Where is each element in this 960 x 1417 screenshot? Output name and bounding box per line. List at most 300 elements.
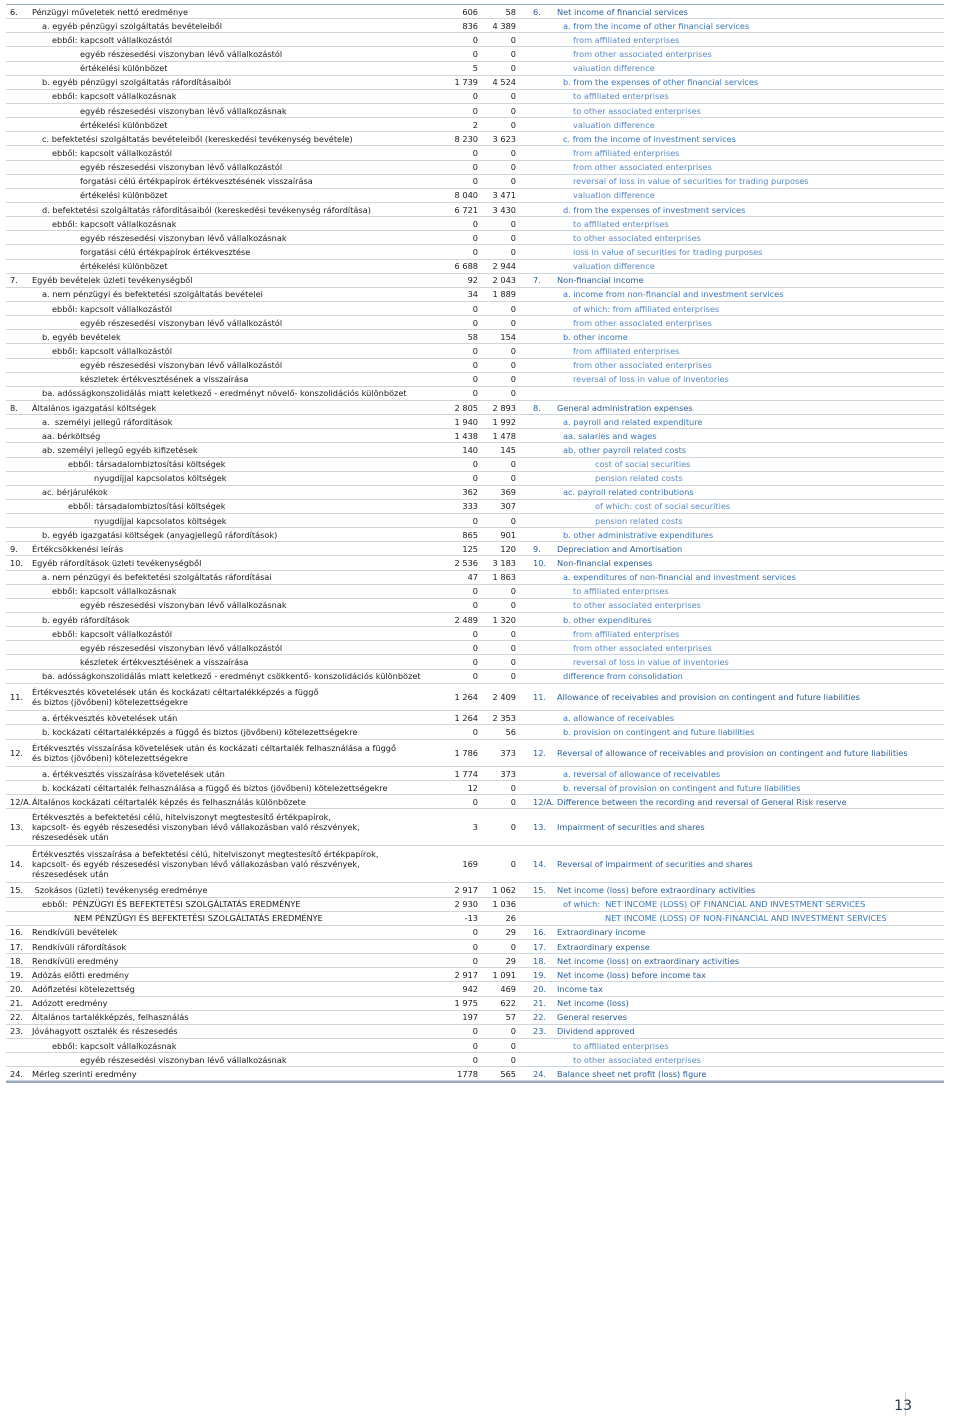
table-row: [6, 795, 944, 809]
page-number: 13: [894, 1398, 912, 1414]
value-previous-year: 0: [472, 726, 478, 737]
table-row: [6, 373, 944, 387]
row-label-hu: ab. személyi jellegű egyéb kifizetések: [42, 444, 198, 455]
row-label-hu: Értékvesztés a befektetési célú, hitelviszonyt megtestesítő értékpapírok, kapcsolt- és egyéb részesedési viszonyban lévő vállakozásban való részvények, részesedések után: [32, 812, 360, 843]
value-current-year: 0: [510, 246, 516, 257]
table-row: [6, 954, 944, 968]
table-row: [6, 344, 944, 358]
value-previous-year: 6 721: [454, 204, 478, 215]
row-number-en: 23.: [533, 1026, 547, 1037]
row-number-en: 17.: [533, 941, 547, 952]
row-number-hu: [10, 344, 38, 357]
value-previous-year: 197: [462, 1012, 478, 1023]
table-row: [6, 90, 944, 104]
value-previous-year: -13: [464, 913, 478, 924]
row-number-hu: [10, 217, 38, 230]
row-label-en: reversal of loss in value of inventories: [573, 374, 729, 385]
row-label-en: of which: NET INCOME (LOSS) OF FINANCIAL AND INVESTMENT SERVICES: [563, 899, 866, 910]
value-previous-year: 0: [472, 147, 478, 158]
row-number-hu: [10, 767, 38, 780]
value-previous-year: 0: [472, 473, 478, 484]
value-previous-year: 0: [472, 374, 478, 385]
row-number-en: [533, 47, 567, 60]
row-label-en: valuation difference: [573, 261, 655, 272]
row-label-hu: készletek értékvesztésének a visszaírása: [80, 657, 249, 668]
row-label-en: Net income (loss) before extraordinary activities: [557, 885, 756, 896]
row-label-hu: Értékvesztés követelések után és kockázati céltartalékképzés a függő és biztos (jövőbeni) kötelezettségekre: [32, 687, 319, 707]
value-previous-year: 1 774: [454, 768, 478, 779]
value-previous-year: 34: [467, 289, 478, 300]
row-label-hu: Rendkívüli eredmény: [32, 955, 119, 966]
row-number-en: [533, 725, 567, 738]
row-label-en: a. reversal of allowance of receivables: [563, 768, 721, 779]
row-label-en: a. from the income of other financial services: [563, 20, 750, 31]
value-current-year: 2 353: [492, 712, 516, 723]
row-number-hu: [10, 443, 38, 456]
row-label-hu: értékelési különbözet: [80, 190, 168, 201]
value-current-year: 0: [510, 459, 516, 470]
table-row: [6, 146, 944, 160]
row-label-en: a. income from non-financial and investment services: [563, 289, 784, 300]
table-row: [6, 443, 944, 457]
row-label-hu: értékelési különbözet: [80, 63, 168, 74]
row-number-en: [533, 288, 567, 301]
row-label-hu: NEM PÉNZÜGYI ÉS BEFEKTETÉSI SZOLGÁLTATÁS EREDMÉNYE: [74, 913, 323, 924]
row-number-en: [533, 118, 567, 131]
row-number-en: [533, 373, 567, 386]
row-label-en: Net income of financial services: [557, 6, 688, 17]
row-number-en: [533, 62, 567, 75]
table-row: [6, 387, 944, 401]
table-row: [6, 898, 944, 912]
value-previous-year: 1 786: [454, 747, 478, 758]
value-previous-year: 0: [472, 162, 478, 173]
row-number-en: [533, 33, 567, 46]
value-current-year: 1 889: [492, 289, 516, 300]
row-label-en: to other associated enterprises: [573, 105, 701, 116]
table-row: [6, 203, 944, 217]
value-current-year: 1 091: [492, 969, 516, 980]
row-number-hu: 12.: [10, 747, 24, 758]
table-row: [6, 175, 944, 189]
row-number-hu: [10, 231, 38, 244]
row-number-en: [533, 711, 567, 724]
table-row: [6, 528, 944, 542]
row-label-hu: Adófizetési kötelezettség: [32, 984, 135, 994]
row-label-en: [563, 387, 953, 400]
value-previous-year: 58: [467, 331, 478, 342]
row-label-en: to affiliated enterprises: [573, 586, 669, 597]
row-number-en: [533, 260, 567, 273]
row-number-en: [533, 330, 567, 343]
row-number-hu: 17.: [10, 941, 24, 952]
row-number-en: [533, 316, 567, 329]
value-current-year: 0: [510, 218, 516, 229]
value-current-year: 2 944: [492, 261, 516, 272]
row-number-hu: 22.: [10, 1012, 24, 1023]
value-current-year: 469: [500, 984, 516, 994]
row-number-en: [533, 458, 567, 471]
row-label-hu: Egyéb bevételek üzleti tevékenységből: [32, 275, 193, 286]
row-label-hu: ebből: kapcsolt vállalkozásnak: [52, 218, 177, 229]
table-row: [6, 725, 944, 739]
value-previous-year: 1 264: [454, 712, 478, 723]
value-current-year: 4 389: [492, 20, 516, 31]
table-row: [6, 883, 944, 897]
row-label-en: from other associated enterprises: [573, 48, 712, 59]
row-number-hu: [10, 260, 38, 273]
table-row: [6, 132, 944, 146]
row-label-en: from affiliated enterprises: [573, 345, 680, 356]
value-current-year: 0: [510, 34, 516, 45]
value-current-year: 0: [510, 586, 516, 597]
row-number-hu: [10, 62, 38, 75]
value-previous-year: 2 805: [454, 402, 478, 413]
row-label-en: Balance sheet net profit (loss) figure: [557, 1068, 707, 1079]
row-label-en: d. from the expenses of investment services: [563, 204, 746, 215]
row-label-en: b. from the expenses of other financial services: [563, 77, 759, 88]
row-number-hu: 14.: [10, 859, 24, 870]
table-row: [6, 1067, 944, 1081]
value-current-year: 0: [510, 388, 516, 399]
value-current-year: 0: [510, 232, 516, 243]
value-current-year: 0: [510, 671, 516, 682]
value-previous-year: 8 230: [454, 133, 478, 144]
row-number-en: [533, 245, 567, 258]
row-label-en: to other associated enterprises: [573, 600, 701, 611]
row-number-hu: [10, 359, 38, 372]
value-current-year: 0: [510, 147, 516, 158]
row-label-en: cost of social securities: [595, 459, 691, 470]
value-previous-year: 0: [472, 345, 478, 356]
value-previous-year: 12: [467, 782, 478, 793]
row-number-en: 18.: [533, 955, 547, 966]
row-label-hu: a. nem pénzügyi és befektetési szolgáltatás ráfordításai: [42, 572, 272, 583]
table-row: [6, 458, 944, 472]
row-number-hu: [10, 429, 38, 442]
row-label-en: Difference between the recording and reversal of General Risk reserve: [557, 796, 847, 807]
row-label-en: a. allowance of receivables: [563, 712, 675, 723]
income-statement-table: [6, 4, 944, 1083]
value-previous-year: 1 975: [454, 998, 478, 1009]
table-row: [6, 415, 944, 429]
row-label-hu: Értékcsökkenési leírás: [32, 543, 124, 554]
row-label-en: of which: from affiliated enterprises: [573, 303, 720, 314]
row-label-hu: a. értékvesztés visszaírása követelések után: [42, 768, 225, 779]
row-number-en: [533, 585, 567, 598]
table-row: [6, 912, 944, 926]
row-label-hu: Adózott eredmény: [32, 998, 108, 1009]
value-current-year: 154: [500, 331, 516, 342]
value-previous-year: 47: [467, 572, 478, 583]
row-label-hu: nyugdíjjal kapcsolatos költségek: [94, 515, 227, 526]
row-label-hu: ebből: kapcsolt vállalkozástól: [52, 345, 172, 356]
row-label-hu: ebből: kapcsolt vállalkozástól: [52, 628, 172, 639]
row-number-hu: [10, 599, 38, 612]
row-label-en: from affiliated enterprises: [573, 628, 680, 639]
row-label-hu: aa. bérköltség: [42, 430, 101, 441]
row-label-hu: a. értékvesztés követelések után: [42, 712, 178, 723]
row-label-hu: b. kockázati céltartalék felhasználása a függő és biztos (jövőbeni) kötelezettségekre: [42, 782, 388, 793]
row-number-en: [533, 1053, 567, 1066]
table-row: [6, 585, 944, 599]
row-number-hu: [10, 571, 38, 584]
value-current-year: 369: [500, 487, 516, 498]
table-row: [6, 571, 944, 585]
table-row: [6, 33, 944, 47]
row-number-hu: [10, 500, 38, 513]
value-previous-year: 2 917: [454, 969, 478, 980]
row-number-hu: [10, 288, 38, 301]
value-previous-year: 0: [472, 941, 478, 952]
row-label-en: from other associated enterprises: [573, 317, 712, 328]
value-previous-year: 0: [472, 34, 478, 45]
table-row: [6, 982, 944, 996]
row-label-en: ac. payroll related contributions: [563, 487, 694, 498]
row-label-hu: egyéb részesedési viszonyban lévő vállalkozástól: [80, 48, 283, 59]
row-label-hu: ac. bérjárulékok: [42, 487, 108, 498]
value-current-year: 0: [510, 782, 516, 793]
row-number-hu: [10, 47, 38, 60]
table-row: [6, 316, 944, 330]
table-row: [6, 542, 944, 556]
value-previous-year: 1 940: [454, 416, 478, 427]
row-number-hu: 8.: [10, 402, 18, 413]
row-number-hu: [10, 472, 38, 485]
value-previous-year: 0: [472, 1040, 478, 1051]
row-label-en: Non-financial income: [557, 275, 644, 286]
row-number-en: [533, 231, 567, 244]
row-number-en: [533, 344, 567, 357]
row-label-en: from affiliated enterprises: [573, 34, 680, 45]
row-number-hu: [10, 387, 38, 400]
value-previous-year: 0: [472, 1054, 478, 1065]
row-label-hu: a. személyi jellegű ráfordítások: [42, 416, 173, 427]
row-label-en: to affiliated enterprises: [573, 91, 669, 102]
value-previous-year: 92: [467, 275, 478, 286]
value-current-year: 0: [510, 657, 516, 668]
value-previous-year: 1 264: [454, 692, 478, 702]
table-row: [6, 486, 944, 500]
row-number-hu: [10, 1053, 38, 1066]
row-number-hu: 19.: [10, 969, 24, 980]
value-current-year: 0: [510, 859, 516, 870]
row-label-en: b. reversal of provision on contingent and future liabilities: [563, 782, 801, 793]
table-row: [6, 104, 944, 118]
value-previous-year: 865: [462, 529, 478, 540]
value-previous-year: 0: [472, 586, 478, 597]
row-number-hu: [10, 1039, 38, 1052]
row-label-hu: b. egyéb pénzügyi szolgáltatás ráfordításaiból: [42, 77, 232, 88]
value-current-year: 3 623: [492, 133, 516, 144]
table-row: [6, 401, 944, 415]
row-label-en: Depreciation and Amortisation: [557, 543, 683, 554]
row-label-en: reversal of loss in value of inventories: [573, 657, 729, 668]
row-label-hu: értékelési különbözet: [80, 119, 168, 130]
row-label-en: reversal of loss in value of securities for trading purposes: [573, 176, 809, 187]
row-number-en: 11.: [533, 692, 547, 702]
table-row: [6, 926, 944, 940]
table-row: [6, 809, 944, 846]
value-previous-year: 0: [472, 232, 478, 243]
row-label-hu: Általános igazgatási költségek: [32, 402, 157, 413]
value-previous-year: 0: [472, 628, 478, 639]
table-row: [6, 245, 944, 259]
table-row: [6, 940, 944, 954]
value-previous-year: 0: [472, 91, 478, 102]
value-current-year: 0: [510, 176, 516, 187]
table-row: [6, 641, 944, 655]
value-current-year: 0: [510, 600, 516, 611]
table-row: [6, 613, 944, 627]
row-label-hu: ba. adósságkonszolidálás miatt keletkező - eredményt növelő- konszolidációs különbözet: [42, 388, 407, 399]
value-current-year: 29: [505, 955, 516, 966]
value-current-year: 56: [505, 726, 516, 737]
table-row: [6, 556, 944, 570]
row-label-hu: d. befektetési szolgáltatás ráfordításaiból (kereskedési tevékenység ráfordítása): [42, 204, 371, 215]
row-number-hu: [10, 316, 38, 329]
value-previous-year: 0: [472, 459, 478, 470]
value-current-year: 0: [510, 105, 516, 116]
row-label-hu: Mérleg szerinti eredmény: [32, 1068, 137, 1079]
row-number-hu: [10, 514, 38, 527]
row-number-hu: [10, 528, 38, 541]
row-number-en: [533, 670, 567, 683]
row-number-en: [533, 472, 567, 485]
row-label-hu: ebből: társadalombiztosítási költségek: [68, 459, 226, 470]
row-label-en: b. other income: [563, 331, 628, 342]
row-label-hu: Egyéb ráfordítások üzleti tevékenységből: [32, 558, 202, 569]
row-number-en: [533, 599, 567, 612]
row-number-en: [533, 189, 567, 202]
row-label-hu: egyéb részesedési viszonyban lévő vállalkozástól: [80, 642, 283, 653]
value-previous-year: 0: [472, 303, 478, 314]
table-row: [6, 514, 944, 528]
table-row: [6, 274, 944, 288]
row-number-en: [533, 76, 567, 89]
row-label-hu: ebből: PÉNZÜGYI ÉS BEFEKTETÉSI SZOLGÁLTATÁS EREDMÉNYE: [42, 899, 301, 910]
table-row: [6, 500, 944, 514]
table-row: [6, 217, 944, 231]
row-number-hu: [10, 33, 38, 46]
value-previous-year: 0: [472, 671, 478, 682]
table-row: [6, 599, 944, 613]
value-previous-year: 2: [472, 119, 478, 130]
table-row: [6, 429, 944, 443]
row-label-en: valuation difference: [573, 63, 655, 74]
value-previous-year: 0: [472, 176, 478, 187]
table-row: [6, 711, 944, 725]
value-current-year: 0: [510, 941, 516, 952]
row-number-hu: 7.: [10, 275, 18, 286]
value-current-year: 373: [500, 747, 516, 758]
row-label-hu: egyéb részesedési viszonyban lévő vállalkozástól: [80, 360, 283, 371]
table-row: [6, 997, 944, 1011]
row-number-hu: [10, 373, 38, 386]
value-current-year: 1 992: [492, 416, 516, 427]
row-number-hu: [10, 189, 38, 202]
value-current-year: 2 043: [492, 275, 516, 286]
row-number-en: 16.: [533, 927, 547, 938]
value-previous-year: 2 917: [454, 885, 478, 896]
value-current-year: 0: [510, 119, 516, 130]
value-current-year: 0: [510, 360, 516, 371]
value-previous-year: 1 739: [454, 77, 478, 88]
value-current-year: 0: [510, 822, 516, 833]
value-previous-year: 169: [462, 859, 478, 870]
row-number-hu: [10, 161, 38, 174]
row-label-en: Extraordinary expense: [557, 941, 650, 952]
value-previous-year: 0: [472, 796, 478, 807]
row-label-hu: a. nem pénzügyi és befektetési szolgáltatás bevételei: [42, 289, 263, 300]
row-number-hu: [10, 175, 38, 188]
row-number-hu: [10, 203, 38, 216]
row-number-en: [533, 613, 567, 626]
row-label-hu: Jóváhagyott osztalék és részesedés: [32, 1026, 178, 1037]
row-number-en: [533, 203, 567, 216]
value-previous-year: 0: [472, 955, 478, 966]
row-label-hu: b. kockázati céltartalékképzés a függő és biztos (jövőbeni) kötelezettségekre: [42, 726, 358, 737]
row-number-hu: [10, 641, 38, 654]
table-row: [6, 1011, 944, 1025]
row-number-hu: 13.: [10, 822, 24, 833]
row-number-en: [533, 429, 567, 442]
row-label-en: Net income (loss) before income tax: [557, 969, 706, 980]
row-number-hu: [10, 132, 38, 145]
value-current-year: 0: [510, 642, 516, 653]
row-label-en: loss in value of securities for trading purposes: [573, 246, 763, 257]
row-number-en: [533, 781, 567, 794]
row-label-en: c. from the income of investment services: [563, 133, 736, 144]
row-number-en: 12/A.: [533, 796, 555, 807]
row-number-hu: 15.: [10, 885, 24, 896]
row-number-hu: [10, 146, 38, 159]
row-number-en: [533, 514, 567, 527]
value-current-year: 901: [500, 529, 516, 540]
row-label-hu: egyéb részesedési viszonyban lévő vállalkozásnak: [80, 1054, 287, 1065]
row-label-hu: Rendkívüli bevételek: [32, 927, 118, 938]
row-label-hu: Adózás előtti eredmény: [32, 969, 129, 980]
table-row: [6, 846, 944, 883]
row-number-en: [533, 655, 567, 668]
row-number-en: 12.: [533, 747, 547, 758]
value-current-year: 3 430: [492, 204, 516, 215]
row-number-en: 24.: [533, 1068, 547, 1079]
row-number-en: 22.: [533, 1012, 547, 1023]
value-current-year: 0: [510, 303, 516, 314]
row-label-en: ab. other payroll related costs: [563, 444, 687, 455]
value-previous-year: 2 489: [454, 614, 478, 625]
table-row: [6, 5, 944, 19]
row-label-en: b. other administrative expenditures: [563, 529, 714, 540]
row-label-en: to other associated enterprises: [573, 232, 701, 243]
row-number-en: 7.: [533, 275, 541, 286]
table-row: [6, 189, 944, 203]
row-label-en: a. payroll and related expenditure: [563, 416, 703, 427]
row-label-hu: c. befektetési szolgáltatás bevételeiből (kereskedési tevékenység bevétele): [42, 133, 353, 144]
value-current-year: 373: [500, 768, 516, 779]
value-current-year: 1 062: [492, 885, 516, 896]
row-number-hu: 12/A.: [10, 796, 32, 807]
row-number-en: [533, 415, 567, 428]
table-row: [6, 472, 944, 486]
row-number-en: [533, 1039, 567, 1052]
row-number-en: [533, 146, 567, 159]
value-previous-year: 3: [472, 822, 478, 833]
value-current-year: 3 183: [492, 558, 516, 569]
value-previous-year: 0: [472, 218, 478, 229]
row-label-en: to other associated enterprises: [573, 1054, 701, 1065]
